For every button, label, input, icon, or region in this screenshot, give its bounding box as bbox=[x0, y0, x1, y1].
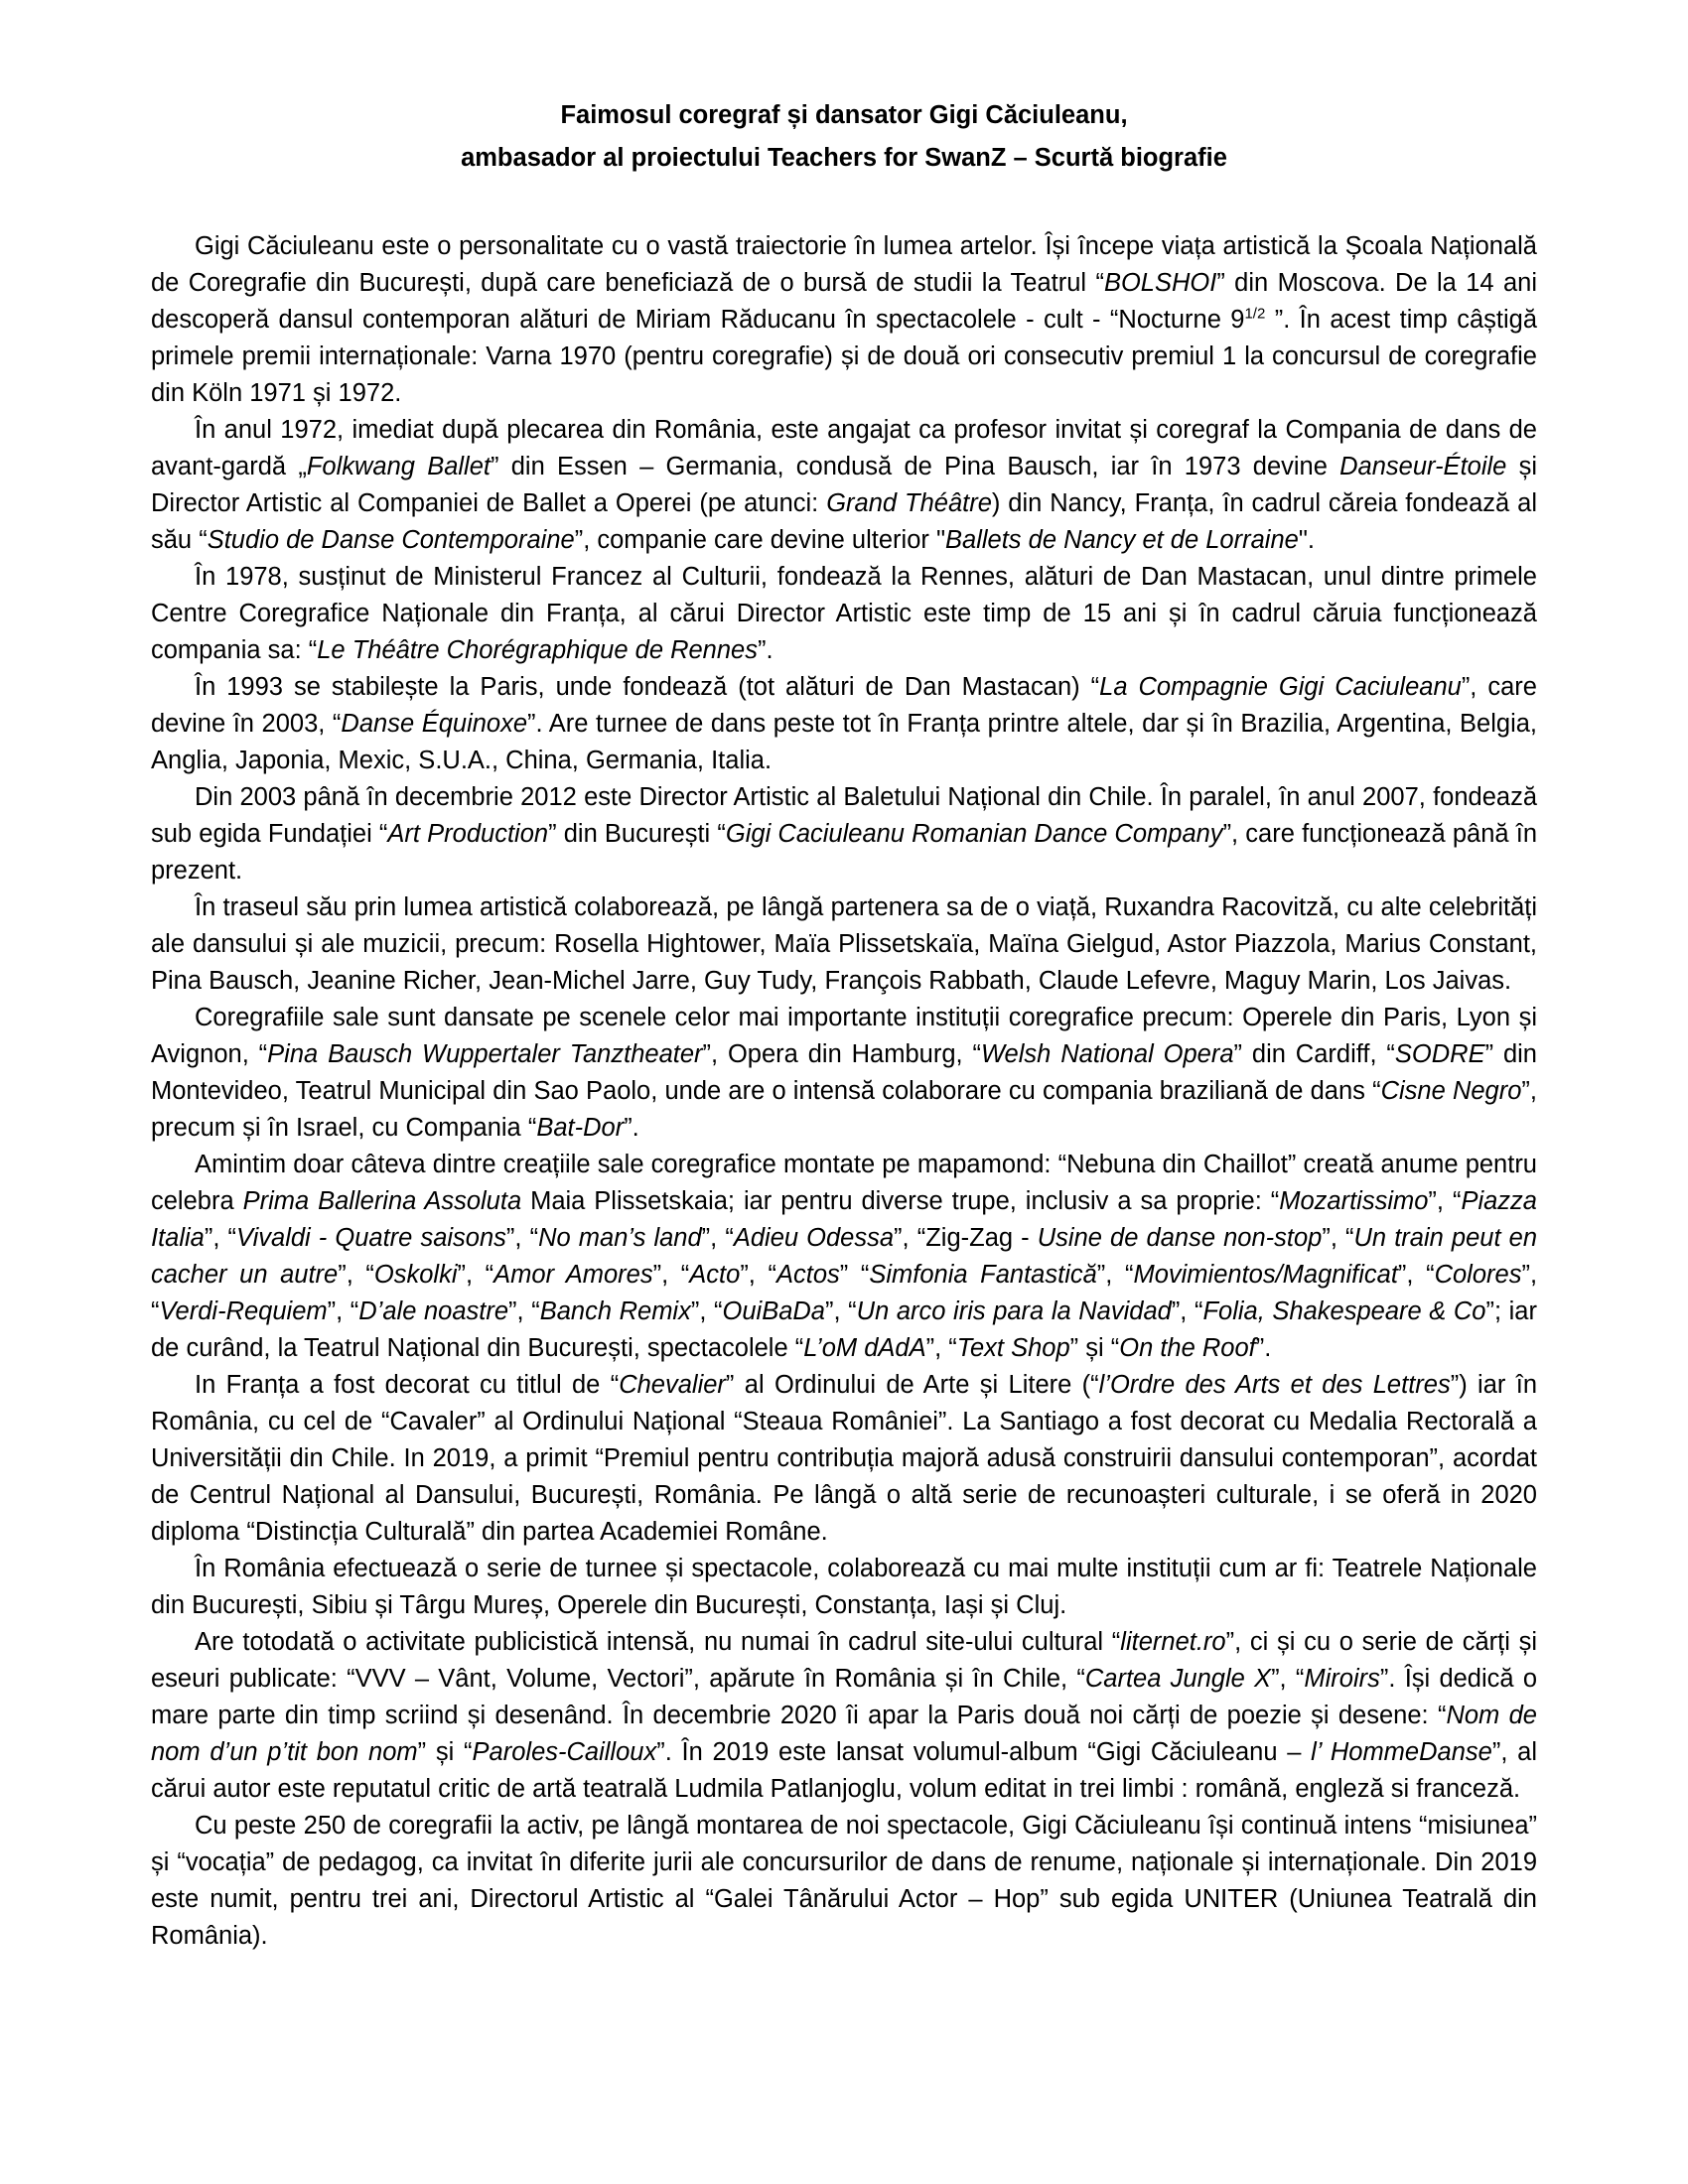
text-segment: Maia Plissetskaia; iar pentru diverse trupe, inclusiv a sa proprie: “ bbox=[521, 1187, 1280, 1215]
text-segment: ” din Moscova. De la 14 ani descoperă dansul contemporan alături de Miriam Răducanu în spectacolele - cult - “Nocturne 9 bbox=[151, 269, 1537, 334]
paragraph bbox=[151, 1147, 1537, 1367]
italic-text: Amor Amores bbox=[493, 1261, 653, 1289]
text-segment: ”. bbox=[624, 1114, 639, 1142]
text-segment: Amintim doar câteva dintre creațiile sale coregrafice montate pe mapamond: “Nebuna din Chaillot” creată anume pentru celebra bbox=[151, 1151, 1537, 1215]
biography-body bbox=[151, 228, 1537, 1955]
text-segment: ”. bbox=[757, 636, 774, 664]
text-segment: ”, “ bbox=[1096, 1261, 1134, 1289]
text-segment: ”, “ bbox=[701, 1224, 734, 1252]
text-segment: ” din București “ bbox=[548, 820, 726, 848]
italic-text: Actos bbox=[775, 1261, 840, 1289]
text-segment: ”, “ bbox=[505, 1224, 539, 1252]
italic-text: Paroles-Cailloux bbox=[472, 1738, 657, 1766]
text-segment: ”. În 2019 este lansat volumul-album “Gigi Căciuleanu – bbox=[656, 1738, 1312, 1766]
text-segment: ”, companie care devine ulterior " bbox=[574, 526, 946, 554]
text-segment: ”, “ bbox=[1271, 1665, 1305, 1693]
italic-text: Art Production bbox=[387, 820, 549, 848]
text-segment: Cu peste 250 de coregrafii la activ, pe lângă montarea de noi spectacole, Gigi Căciuleanu își continuă intens “misiunea” și “vocația” de pedagog, ca invitat în diferite jurii ale concursurilor de dans de renume, naționale și internaționale. Din 2019 este numit, pentru trei ani, Directorul Artistic al “Galei Tânărului Actor – Hop” sub egida UNITER (Uniunea Teatrală din România). bbox=[151, 1812, 1537, 1950]
italic-text: Un arco iris para la Navidad bbox=[856, 1297, 1172, 1325]
text-segment: ”, “ bbox=[1171, 1297, 1203, 1325]
italic-text: Verdi-Requiem bbox=[159, 1297, 328, 1325]
text-segment: ” din Cardiff, “ bbox=[1233, 1040, 1395, 1068]
paragraph bbox=[151, 1551, 1537, 1624]
italic-text: Folkwang Ballet bbox=[306, 453, 491, 480]
italic-text: Studio de Danse Contemporaine bbox=[207, 526, 575, 554]
paragraph bbox=[151, 1367, 1537, 1551]
text-segment: ”. În acest timp câștigă primele premii internaționale: Varna 1970 (pentru coregrafie) și de două ori consecutiv premiul 1 la concursul de coregrafie din Köln 1971 și 1972. bbox=[151, 306, 1538, 407]
text-segment: ambasador al proiectului bbox=[461, 144, 768, 172]
paragraph bbox=[151, 1808, 1537, 1955]
italic-text: Adieu Odessa bbox=[733, 1224, 895, 1252]
italic-text: Nom de nom d’un p’tit bon nom bbox=[151, 1702, 1537, 1766]
italic-text: La Compagnie Gigi Caciuleanu bbox=[1099, 673, 1462, 701]
text-segment: ”, ci și cu o serie de cărți și eseuri publicate: “VVV – Vânt, Volume, Vectori”, apărute în România și în Chile, “ bbox=[151, 1628, 1538, 1693]
title-line-2 bbox=[151, 137, 1537, 180]
italic-text: l’ HommeDanse bbox=[1311, 1738, 1492, 1766]
title-block bbox=[151, 94, 1537, 180]
text-segment: ” al Ordinului de Arte și Litere (“ bbox=[725, 1371, 1099, 1399]
text-segment: ”, “ bbox=[825, 1297, 857, 1325]
paragraph bbox=[151, 228, 1537, 412]
text-segment: ” și “ bbox=[417, 1738, 473, 1766]
text-segment: ”, precum și în Israel, cu Compania “ bbox=[151, 1077, 1537, 1142]
text-segment: ”, al cărui autor este reputatul critic de artă teatrală Ludmila Patlanjoglu, volum editat in trei limbi : română, engleză si franceză. bbox=[151, 1738, 1537, 1803]
paragraph bbox=[151, 1624, 1537, 1808]
italic-text: Oskolki bbox=[373, 1261, 458, 1289]
text-segment: ”, “ bbox=[457, 1261, 494, 1289]
italic-text: No man’s land bbox=[538, 1224, 702, 1252]
italic-text: Acto bbox=[689, 1261, 741, 1289]
italic-text: Welsh National Opera bbox=[980, 1040, 1234, 1068]
text-segment: Are totodată o activitate publicistică intensă, nu numai în cadrul site-ului cultural “ bbox=[195, 1628, 1121, 1656]
text-segment: și Director Artistic al Companiei de Ballet a Operei (pe atunci: bbox=[151, 453, 1537, 517]
italic-text: Banch Remix bbox=[539, 1297, 691, 1325]
paragraph bbox=[151, 779, 1537, 889]
italic-text: Simfonia Fantastică bbox=[869, 1261, 1097, 1289]
italic-text: Usine de danse non-stop bbox=[1037, 1224, 1323, 1252]
text-segment: – Scurtă biografie bbox=[1006, 144, 1227, 172]
italic-text: Le Théâtre Chorégraphique de Rennes bbox=[317, 636, 758, 664]
title-line-1: Faimosul coregraf și dansator Gigi Căciuleanu, bbox=[560, 101, 1128, 129]
text-segment: ”. bbox=[1255, 1334, 1272, 1362]
italic-text: Bat-Dor bbox=[536, 1114, 625, 1142]
superscript-text: 1/2 bbox=[1244, 305, 1266, 323]
text-segment: ”, “ bbox=[1428, 1187, 1462, 1215]
text-segment: ” din Montevideo, Teatrul Municipal din Sao Paolo, unde are o intensă colaborare cu compania braziliană de dans “ bbox=[151, 1040, 1537, 1105]
italic-text: SODRE bbox=[1394, 1040, 1485, 1068]
italic-text: Text Shop bbox=[956, 1334, 1070, 1362]
italic-text: Vivaldi - Quatre saisons bbox=[236, 1224, 506, 1252]
italic-text: Movimientos/Magnificat bbox=[1133, 1261, 1398, 1289]
italic-text: Danseur-Étoile bbox=[1339, 453, 1507, 480]
paragraph bbox=[151, 889, 1537, 1000]
text-segment: ”, “Zig-Zag - bbox=[894, 1224, 1038, 1252]
text-segment: ”. Își dedică o mare parte din timp scriind și desenând. În decembrie 2020 îi apar la Paris două noi cărți de poezie și desene: “ bbox=[151, 1665, 1538, 1729]
text-segment: ”) iar în România, cu cel de “Cavaler” al Ordinului Național “Steaua României”. La Santiago a fost decorat cu Medalia Rectorală a Universității din Chile. In 2019, a primit “Premiul pentru contribuția majoră adusă construirii dansului contemporan”, acordat de Centrul Național al Dansului, București, România. Pe lângă o altă serie de recunoașteri culturale, i se oferă in 2020 diploma “Distincția Culturală” din partea Academiei Române. bbox=[151, 1371, 1537, 1546]
text-segment: In Franța a fost decorat cu titlul de “ bbox=[195, 1371, 620, 1399]
text-segment: ". bbox=[1298, 526, 1315, 554]
text-segment: În traseul său prin lumea artistică colaborează, pe lângă partenera sa de o viață, Ruxandra Racovitză, cu alte celebrități ale dansului și ale muzicii, precum: Rosella Hightower, Maïa Plissetskaïa, Maïna Gielgud, Astor Piazzola, Marius Constant, Pina Bausch, Jeanine Richer, Jean-Michel Jarre, Guy Tudy, François Rabbath, Claude Lefevre, Maguy Marin, Los Jaivas. bbox=[151, 893, 1537, 995]
text-segment: ”, “ bbox=[1322, 1224, 1354, 1252]
italic-text: BOLSHOI bbox=[1103, 269, 1217, 297]
text-segment: ”, “ bbox=[508, 1297, 540, 1325]
italic-text: Ballets de Nancy et de Lorraine bbox=[945, 526, 1299, 554]
text-segment: În anul 1972, imediat după plecarea din România, este angajat ca profesor invitat și coregraf la Compania de dans de avant-gardă „ bbox=[151, 416, 1537, 480]
italic-text: Folia, Shakespeare & Co bbox=[1202, 1297, 1486, 1325]
text-segment: ”, Opera din Hamburg, “ bbox=[702, 1040, 981, 1068]
italic-text: Chevalier bbox=[619, 1371, 726, 1399]
italic-text: Prima Ballerina Assoluta bbox=[242, 1187, 522, 1215]
text-segment: ”. Are turnee de dans peste tot în Franța printre altele, dar și în Brazilia, Argentina, Belgia, Anglia, Japonia, Mexic, S.U.A., China, Germania, Italia. bbox=[151, 710, 1538, 774]
text-segment: ) din Nancy, Franța, în cadrul căreia fondează al său “ bbox=[151, 489, 1537, 554]
text-segment: ”, “ bbox=[690, 1297, 723, 1325]
italic-text: Cisne Negro bbox=[1380, 1077, 1522, 1105]
text-segment: ”, “ bbox=[327, 1297, 359, 1325]
italic-text: Colores bbox=[1434, 1261, 1522, 1289]
document-page bbox=[151, 94, 1537, 1955]
paragraph bbox=[151, 669, 1537, 779]
text-segment: ”, “ bbox=[1397, 1261, 1435, 1289]
text-segment: ”, “ bbox=[925, 1334, 957, 1362]
paragraph bbox=[151, 559, 1537, 669]
text-segment: ” din Essen – Germania, condusă de Pina Bausch, iar în 1973 devine bbox=[491, 453, 1340, 480]
text-segment: În România efectuează o serie de turnee și spectacole, colaborează cu mai multe instituții cum ar fi: Teatrele Naționale din București, Sibiu și Târgu Mureș, Operele din București, Constanța, Iași și Cluj. bbox=[151, 1555, 1537, 1619]
text-segment: În 1978, susținut de Ministerul Francez al Culturii, fondează la Rennes, alături de Dan Mastacan, unul dintre primele Centre Coregrafice Naționale din Franța, al cărui Director Artistic este timp de 15 ani și în cadrul căruia funcționează compania sa: “ bbox=[151, 563, 1537, 664]
italic-text: Mozartissimo bbox=[1279, 1187, 1429, 1215]
text-segment: ”, “ bbox=[338, 1261, 374, 1289]
text-segment: ”, “ bbox=[740, 1261, 776, 1289]
paragraph bbox=[151, 412, 1537, 559]
text-segment: ”; iar de curând, la Teatrul Național din București, spectacolele “ bbox=[151, 1297, 1537, 1362]
text-segment: ”, “ bbox=[204, 1224, 237, 1252]
italic-text: Piazza Italia bbox=[151, 1187, 1537, 1252]
italic-text: Gigi Caciuleanu Romanian Dance Company bbox=[725, 820, 1223, 848]
text-segment: Coregrafiile sale sunt dansate pe scenele celor mai importante instituții coregrafice precum: Operele din Paris, Lyon și Avignon, “ bbox=[151, 1004, 1537, 1068]
italic-text: L’oM dAdA bbox=[803, 1334, 926, 1362]
italic-text: Cartea Jungle X bbox=[1084, 1665, 1272, 1693]
italic-text: Miroirs bbox=[1304, 1665, 1380, 1693]
italic-text: Un train peut en cacher un autre bbox=[151, 1224, 1538, 1289]
text-segment: ” și “ bbox=[1069, 1334, 1120, 1362]
italic-text: D’ale noastre bbox=[358, 1297, 509, 1325]
italic-text: OuiBaDa bbox=[722, 1297, 825, 1325]
paragraph bbox=[151, 1000, 1537, 1147]
italic-text: l’Ordre des Arts et des Lettres bbox=[1098, 1371, 1451, 1399]
text-segment: Din 2003 până în decembrie 2012 este Director Artistic al Baletului Național din Chile. În paralel, în anul 2007, fondează sub egida Fundației “ bbox=[151, 783, 1537, 848]
italic-text: Danse Équinoxe bbox=[341, 710, 528, 738]
text-segment: ”, care devine în 2003, “ bbox=[151, 673, 1537, 738]
italic-text: Grand Théâtre bbox=[826, 489, 992, 517]
text-segment: ”, care funcționează până în prezent. bbox=[151, 820, 1538, 885]
italic-text: On the Roof bbox=[1119, 1334, 1256, 1362]
text-segment: ”, “ bbox=[151, 1261, 1538, 1325]
italic-text: Pina Bausch Wuppertaler Tanztheater bbox=[267, 1040, 703, 1068]
text-segment: În 1993 se stabilește la Paris, unde fondează (tot alături de Dan Mastacan) “ bbox=[195, 673, 1100, 701]
text-segment: ” “ bbox=[839, 1261, 870, 1289]
text-segment: Gigi Căciuleanu este o personalitate cu o vastă traiectorie în lumea artelor. Își începe viața artistică la Școala Națională de Coregrafie din București, după care beneficiază de o bursă de studii la Teatrul “ bbox=[151, 232, 1537, 297]
text-segment: ”, “ bbox=[652, 1261, 690, 1289]
italic-text: liternet.ro bbox=[1120, 1628, 1226, 1656]
italic-text: Teachers for SwanZ bbox=[768, 144, 1007, 172]
